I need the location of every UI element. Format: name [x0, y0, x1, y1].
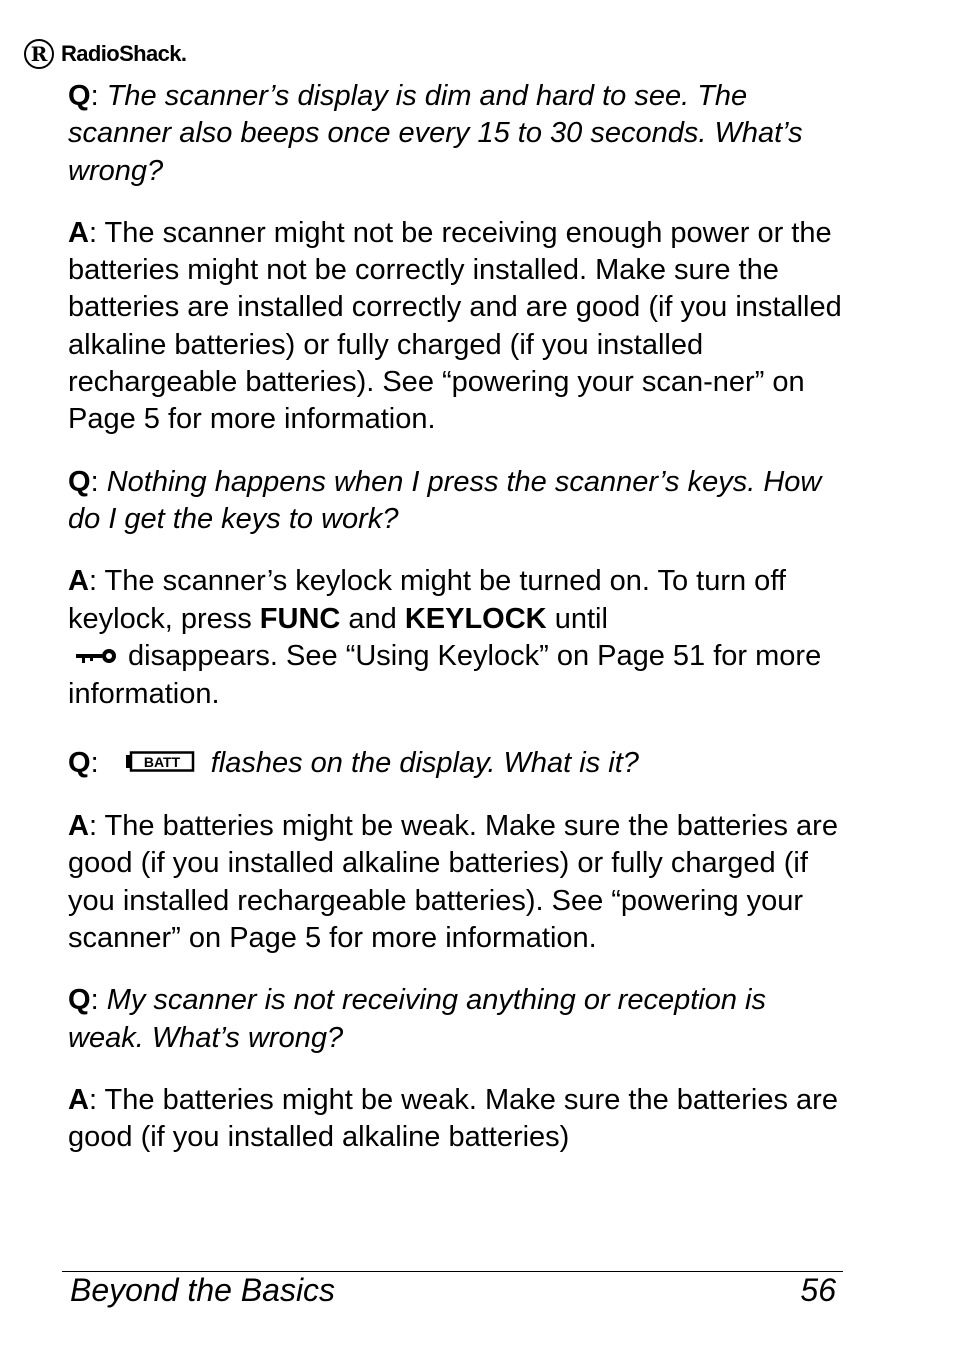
q-label: Q: [68, 80, 91, 112]
answer-1: A: The scanner might not be receiving enough power or the batteries might not be correctly installed. Make sure the batteries are installed correctly and are good (if you installed alkaline batteries) or fully charged (if you installed rechargeable batteries). See “powering your scan-ner” on Page 5 for more information.: [68, 216, 842, 436]
a-label: A: [68, 810, 89, 843]
question-text: Nothing happens when I press the scanner’s keys. How do I get the keys to work?: [68, 465, 822, 535]
func-key-label: FUNC: [259, 602, 341, 635]
page-number: 56: [800, 1272, 836, 1308]
q-label: Q: [68, 747, 91, 780]
question-1: Q: The scanner’s display is dim and hard to see. The scanner also beeps once every 15 to 30 seconds. What’s wrong?: [68, 80, 803, 187]
question-text: My scanner is not receiving anything or reception is weak. What’s wrong?: [68, 984, 766, 1054]
page-content: [68, 78, 848, 1182]
answer-4: A: The batteries might be weak. Make sure the batteries are good (if you installed alkaline batteries): [68, 1083, 838, 1154]
key-icon: [74, 639, 120, 676]
a-label: A: [68, 1083, 89, 1116]
answer-text: The scanner might not be receiving enough power or the batteries might not be correctly installed. Make sure the batteries are installed correctly and are good (if you installed alkaline batteries) or fully charged (if you installed rechargeable batteries). See “powering your scan-ner” on Page 5 for more information.: [68, 216, 842, 436]
a-label: A: [68, 216, 89, 249]
q-label: Q: [68, 984, 91, 1017]
footer-section-title: Beyond the Basics: [70, 1272, 336, 1308]
question-3: Q: BATT flashes on the display. What is it?: [68, 745, 848, 783]
battery-icon-text: BATT: [143, 753, 180, 770]
answer-text-part3: until: [546, 602, 608, 635]
q-label: Q: [68, 465, 91, 498]
battery-icon: [125, 746, 197, 783]
question-text: The scanner’s display is dim and hard to see. The scanner also beeps once every 15 to 30 seconds. What’s wrong?: [68, 80, 803, 187]
radioshack-logo: [24, 36, 186, 72]
answer-text: The batteries might be weak. Make sure the batteries are good (if you installed alkaline batteries): [68, 1083, 838, 1154]
answer-3: A: The batteries might be weak. Make sure the batteries are good (if you installed alkaline batteries) or fully charged (if you installed rechargeable batteries). See “powering your scanner” on Page 5 for more information.: [68, 810, 838, 955]
question-4: Q: My scanner is not receiving anything or reception is weak. What’s wrong?: [68, 984, 766, 1054]
logo-mark: R: [24, 39, 54, 69]
a-label: A: [68, 565, 89, 598]
answer-text-part2: and: [340, 602, 405, 635]
logo-text: RadioShack.: [61, 41, 187, 66]
answer-2: A: The scanner’s keylock might be turned on. To turn off keylock, press FUNC and KEYLOCK until disappears. See “Using Keylock” on Page 51 for more information.: [68, 565, 822, 710]
keylock-key-label: KEYLOCK: [404, 602, 547, 635]
question-2: Q: Nothing happens when I press the scanner’s keys. How do I get the keys to work?: [68, 465, 822, 535]
question-text: flashes on the display. What is it?: [210, 747, 639, 780]
answer-text-part1: The scanner’s keylock might be turned on. To turn off keylock, press: [68, 565, 786, 635]
answer-text: The batteries might be weak. Make sure the batteries are good (if you installed alkaline batteries) or fully charged (if you installed rechargeable batteries). See “powering your scanner” on Page 5 for more information.: [68, 810, 838, 955]
answer-text-part4: disappears. See “Using Keylock” on Page 51 for more information.: [68, 639, 822, 710]
